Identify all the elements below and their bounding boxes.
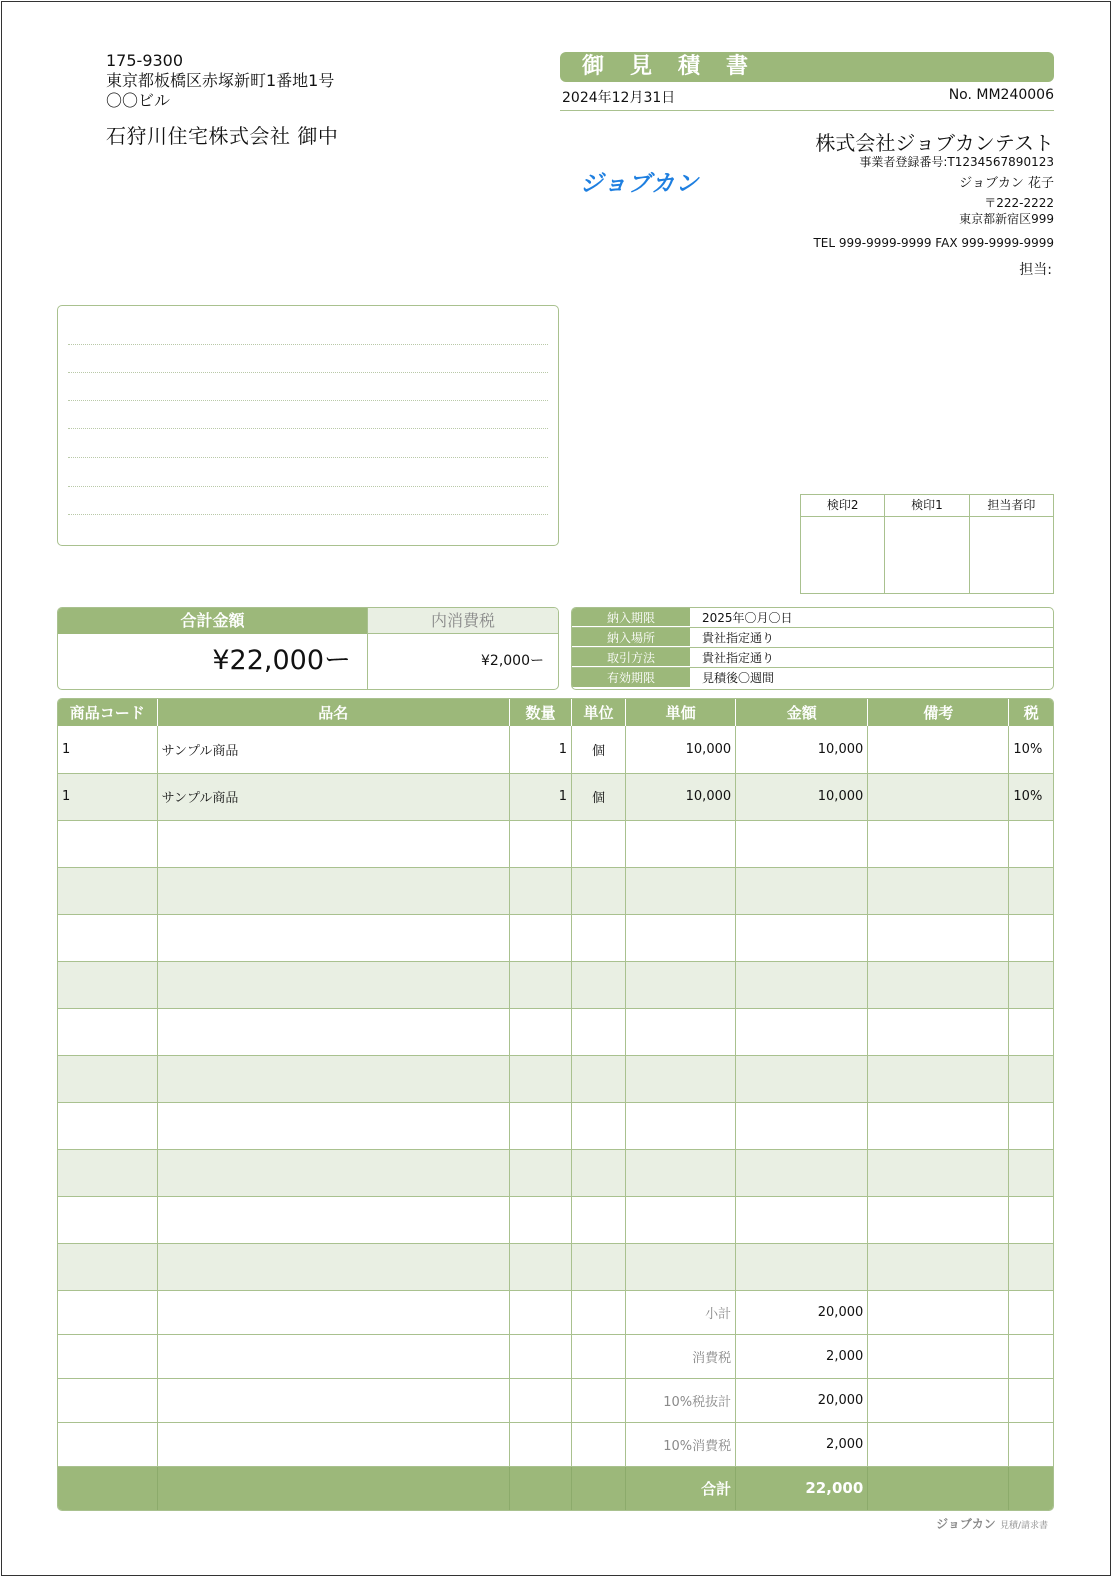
memo-line (68, 372, 548, 373)
term-value: 2025年〇月〇日 (702, 611, 793, 625)
issuer-zip: 〒222-2222 (984, 196, 1054, 210)
issuer-tel-fax: TEL 999-9999-9999 FAX 999-9999-9999 (813, 236, 1054, 250)
total-amount-label: 合計金額 (58, 608, 367, 634)
term-row (572, 628, 1053, 648)
term-key: 取引方法 (572, 648, 690, 667)
memo-line (68, 514, 548, 515)
term-row (572, 668, 1053, 688)
total-amount-box (57, 607, 559, 690)
memo-line (68, 344, 548, 345)
grand-total-value: 22,000 (736, 1466, 868, 1510)
column-header-tax: 税 (1009, 699, 1053, 726)
issuer-tanto: 担当: (1019, 262, 1052, 278)
included-tax-value: ¥2,000ー (481, 653, 544, 669)
included-tax-label: 内消費税 (368, 608, 558, 634)
cell-qty: 1 (509, 773, 571, 820)
empty-row (58, 1196, 1053, 1243)
stamp-box[interactable] (970, 495, 1053, 593)
items-table (57, 698, 1054, 1511)
document-number: No. MM240006 (948, 87, 1054, 103)
stamp-label: 担当者印 (970, 495, 1053, 517)
issue-date: 2024年12月31日 (562, 90, 676, 106)
term-key: 有効期限 (572, 668, 690, 688)
term-value: 貴社指定通り (702, 631, 775, 645)
empty-row (58, 961, 1053, 1008)
column-header-unit: 単位 (571, 699, 625, 726)
empty-row (58, 914, 1053, 961)
memo-box[interactable] (57, 305, 559, 546)
issuer-city: 東京都新宿区999 (959, 212, 1054, 226)
summary-row-tax (58, 1334, 1053, 1378)
summary-value: 20,000 (736, 1290, 868, 1334)
term-key: 納入期限 (572, 608, 690, 627)
term-key: 納入場所 (572, 628, 690, 647)
term-row (572, 648, 1053, 668)
cell-amount: 10,000 (736, 726, 868, 773)
summary-label: 10%税抜計 (626, 1378, 736, 1422)
term-value: 見積後〇週間 (702, 671, 775, 685)
company-logo: ジョブカン (580, 171, 700, 197)
empty-row (58, 820, 1053, 867)
cell-price: 10,000 (626, 726, 736, 773)
empty-row (58, 1055, 1053, 1102)
column-header-amount: 金額 (736, 699, 868, 726)
summary-label: 消費税 (626, 1334, 736, 1378)
cell-amount: 10,000 (736, 773, 868, 820)
summary-label: 10%消費税 (626, 1422, 736, 1466)
memo-line (68, 486, 548, 487)
footer-brand-sub: 見積/請求書 (999, 1521, 1048, 1531)
empty-row (58, 1149, 1053, 1196)
document-title: 御見積書 (560, 52, 1054, 82)
cell-unit: 個 (571, 726, 625, 773)
cell-note (868, 773, 1009, 820)
cell-name: サンプル商品 (157, 773, 509, 820)
cell-code: 1 (58, 773, 157, 820)
stamp-box[interactable] (801, 495, 885, 593)
empty-row (58, 1008, 1053, 1055)
footer-brand (936, 1515, 1048, 1532)
term-value: 貴社指定通り (702, 651, 775, 665)
empty-row (58, 1243, 1053, 1290)
issuer-registration-number: 事業者登録番号:T1234567890123 (859, 155, 1054, 169)
summary-value: 20,000 (736, 1378, 868, 1422)
memo-line (68, 457, 548, 458)
grand-total-label: 合計 (626, 1466, 736, 1510)
summary-value: 2,000 (736, 1334, 868, 1378)
title-divider (560, 110, 1054, 111)
column-header-price: 単価 (626, 699, 736, 726)
column-header-code: 商品コード (58, 699, 157, 726)
column-header-name: 品名 (157, 699, 509, 726)
total-amount-value: ¥22,000ー (212, 645, 351, 676)
recipient-address (106, 51, 334, 111)
summary-row-subtotal (58, 1290, 1053, 1334)
summary-row-tax-10 (58, 1422, 1053, 1466)
term-row (572, 608, 1053, 628)
empty-row (58, 867, 1053, 914)
cell-qty: 1 (509, 726, 571, 773)
summary-row-taxable-10 (58, 1378, 1053, 1422)
memo-line (68, 400, 548, 401)
column-header-qty: 数量 (509, 699, 571, 726)
recipient-address-line1: 東京都板橋区赤塚新町1番地1号 (106, 71, 335, 90)
summary-value: 2,000 (736, 1422, 868, 1466)
issuer-company: 株式会社ジョブカンテスト (815, 131, 1054, 155)
issuer-person: ジョブカン 花子 (959, 176, 1054, 191)
cell-unit: 個 (571, 773, 625, 820)
footer-brand-name: ジョブカン (936, 1517, 996, 1531)
recipient-name: 石狩川住宅株式会社 御中 (106, 124, 339, 148)
table-header (58, 699, 1053, 726)
stamp-box[interactable] (885, 495, 969, 593)
summary-label: 小計 (626, 1290, 736, 1334)
stamp-label: 検印2 (801, 495, 884, 517)
stamp-label: 検印1 (885, 495, 968, 517)
cell-code: 1 (58, 726, 157, 773)
recipient-zip: 175-9300 (106, 51, 184, 70)
cell-tax: 10% (1009, 773, 1053, 820)
column-header-note: 備考 (868, 699, 1009, 726)
table-row (58, 773, 1053, 820)
recipient-address-line2: 〇〇ビル (106, 91, 171, 110)
cell-tax: 10% (1009, 726, 1053, 773)
cell-price: 10,000 (626, 773, 736, 820)
grand-total-row (58, 1466, 1053, 1510)
empty-row (58, 1102, 1053, 1149)
table-row (58, 726, 1053, 773)
cell-name: サンプル商品 (157, 726, 509, 773)
terms-table (571, 607, 1054, 690)
cell-note (868, 726, 1009, 773)
memo-line (68, 428, 548, 429)
stamp-boxes (800, 494, 1054, 594)
